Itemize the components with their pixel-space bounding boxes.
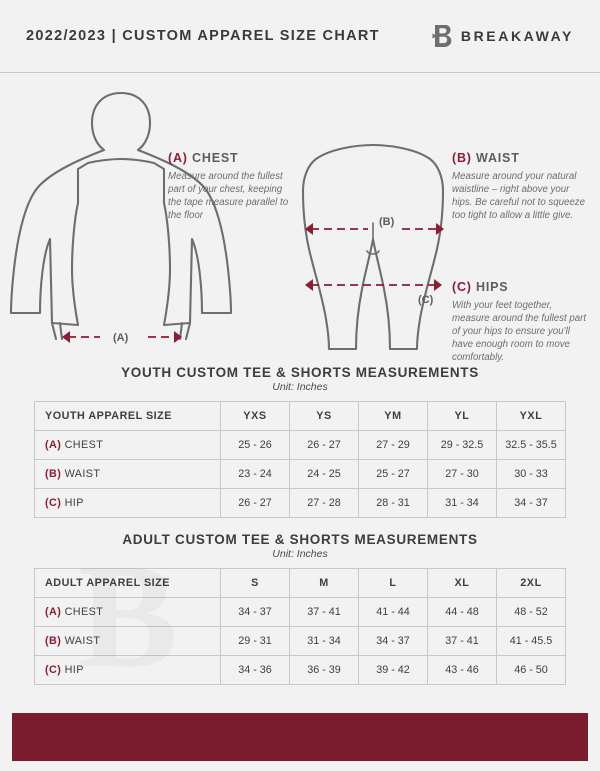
adult-col-5: 2XL [497, 569, 566, 598]
adult-hip-label: HIP [64, 664, 84, 676]
adult-col-4: XL [428, 569, 497, 598]
cell: 36 - 39 [290, 656, 359, 685]
youth-row-label-hip [35, 489, 221, 518]
cell: 27 - 30 [428, 460, 497, 489]
adult-waist-label: WAIST [64, 635, 101, 647]
cell: 29 - 32.5 [428, 431, 497, 460]
cell: 46 - 50 [497, 656, 566, 685]
cell: 30 - 33 [497, 460, 566, 489]
youth-col-4: YL [428, 402, 497, 431]
youth-waist-label: WAIST [64, 468, 101, 480]
cell: 34 - 37 [359, 627, 428, 656]
youth-col-2: YS [290, 402, 359, 431]
note-chest [168, 151, 292, 222]
cell: 32.5 - 35.5 [497, 431, 566, 460]
adult-table-title: ADULT CUSTOM TEE & SHORTS MEASUREMENTS [122, 532, 478, 547]
note-chest-heading: CHEST [192, 151, 239, 165]
brand-lockup [432, 23, 574, 49]
note-hips-heading: HIPS [476, 280, 509, 294]
page-header [0, 0, 600, 72]
table-row [35, 627, 566, 656]
adult-col-1: S [221, 569, 290, 598]
youth-col-1: YXS [221, 402, 290, 431]
note-waist-mark: (B) [452, 151, 472, 165]
adult-row-label-chest [35, 598, 221, 627]
youth-row-label-chest [35, 431, 221, 460]
youth-col-5: YXL [497, 402, 566, 431]
cell: 34 - 37 [221, 598, 290, 627]
youth-row-label-waist [35, 460, 221, 489]
youth-col-3: YM [359, 402, 428, 431]
youth-size-table [34, 401, 566, 518]
cell: 26 - 27 [221, 489, 290, 518]
adult-table-block [0, 532, 600, 685]
adult-row-label-hip [35, 656, 221, 685]
adult-row-label-waist [35, 627, 221, 656]
adult-table-unit: Unit: Inches [272, 548, 328, 560]
cell: 48 - 52 [497, 598, 566, 627]
cell: 37 - 41 [290, 598, 359, 627]
cell: 34 - 37 [497, 489, 566, 518]
table-header-row [35, 402, 566, 431]
note-waist-heading: WAIST [476, 151, 520, 165]
adult-hip-mark: (C) [45, 664, 62, 676]
youth-hip-mark: (C) [45, 497, 62, 509]
footer-bar [12, 713, 588, 761]
adult-waist-mark: (B) [45, 635, 62, 647]
cell: 23 - 24 [221, 460, 290, 489]
hips-label: (C) [418, 294, 434, 306]
cell: 43 - 46 [428, 656, 497, 685]
cell: 31 - 34 [428, 489, 497, 518]
adult-col-2: M [290, 569, 359, 598]
cell: 27 - 29 [359, 431, 428, 460]
table-row [35, 489, 566, 518]
youth-chest-label: CHEST [64, 439, 104, 451]
note-hips-body: With your feet together, measure around the fullest part of your hips to ensure you’ll have enough room to move comfortably. [452, 300, 587, 363]
cell: 25 - 26 [221, 431, 290, 460]
cell: 28 - 31 [359, 489, 428, 518]
youth-row-header: YOUTH APPAREL SIZE [35, 402, 221, 431]
youth-table-title: YOUTH CUSTOM TEE & SHORTS MEASUREMENTS [121, 365, 479, 380]
note-hips [452, 280, 592, 364]
adult-col-3: L [359, 569, 428, 598]
youth-chest-mark: (A) [45, 439, 62, 451]
measurement-illustrations [0, 73, 600, 363]
adult-chest-mark: (A) [45, 606, 62, 618]
table-row [35, 598, 566, 627]
youth-waist-mark: (B) [45, 468, 62, 480]
table-row [35, 656, 566, 685]
note-waist-title [452, 151, 588, 165]
adult-size-table [34, 568, 566, 685]
cell: 41 - 44 [359, 598, 428, 627]
cell: 37 - 41 [428, 627, 497, 656]
youth-hip-label: HIP [64, 497, 84, 509]
youth-table-unit: Unit: Inches [272, 381, 328, 393]
youth-table-block [0, 365, 600, 518]
note-chest-mark: (A) [168, 151, 188, 165]
cell: 39 - 42 [359, 656, 428, 685]
cell: 26 - 27 [290, 431, 359, 460]
cell: 34 - 36 [221, 656, 290, 685]
waist-label: (B) [379, 216, 395, 228]
cell: 31 - 34 [290, 627, 359, 656]
adult-row-header: ADULT APPAREL SIZE [35, 569, 221, 598]
table-row [35, 431, 566, 460]
cell: 24 - 25 [290, 460, 359, 489]
note-hips-mark: (C) [452, 280, 472, 294]
note-hips-title [452, 280, 592, 294]
note-waist-body: Measure around your natural waistline – right above your hips. Be careful not to squeeze too tight to allow a little give. [452, 171, 586, 221]
breakaway-b-logo-icon [432, 23, 452, 49]
table-row [35, 460, 566, 489]
note-chest-title [168, 151, 292, 165]
note-waist [452, 151, 588, 222]
cell: 44 - 48 [428, 598, 497, 627]
cell: 29 - 31 [221, 627, 290, 656]
brand-name: BREAKAWAY [460, 28, 574, 44]
cell: 25 - 27 [359, 460, 428, 489]
note-chest-body: Measure around the fullest part of your chest, keeping the tape measure parallel to the floor [168, 171, 289, 221]
chest-label: (A) [113, 332, 129, 344]
page-title: 2022/2023 | CUSTOM APPAREL SIZE CHART [26, 28, 380, 44]
adult-chest-label: CHEST [64, 606, 104, 618]
table-header-row [35, 569, 566, 598]
cell: 41 - 45.5 [497, 627, 566, 656]
cell: 27 - 28 [290, 489, 359, 518]
